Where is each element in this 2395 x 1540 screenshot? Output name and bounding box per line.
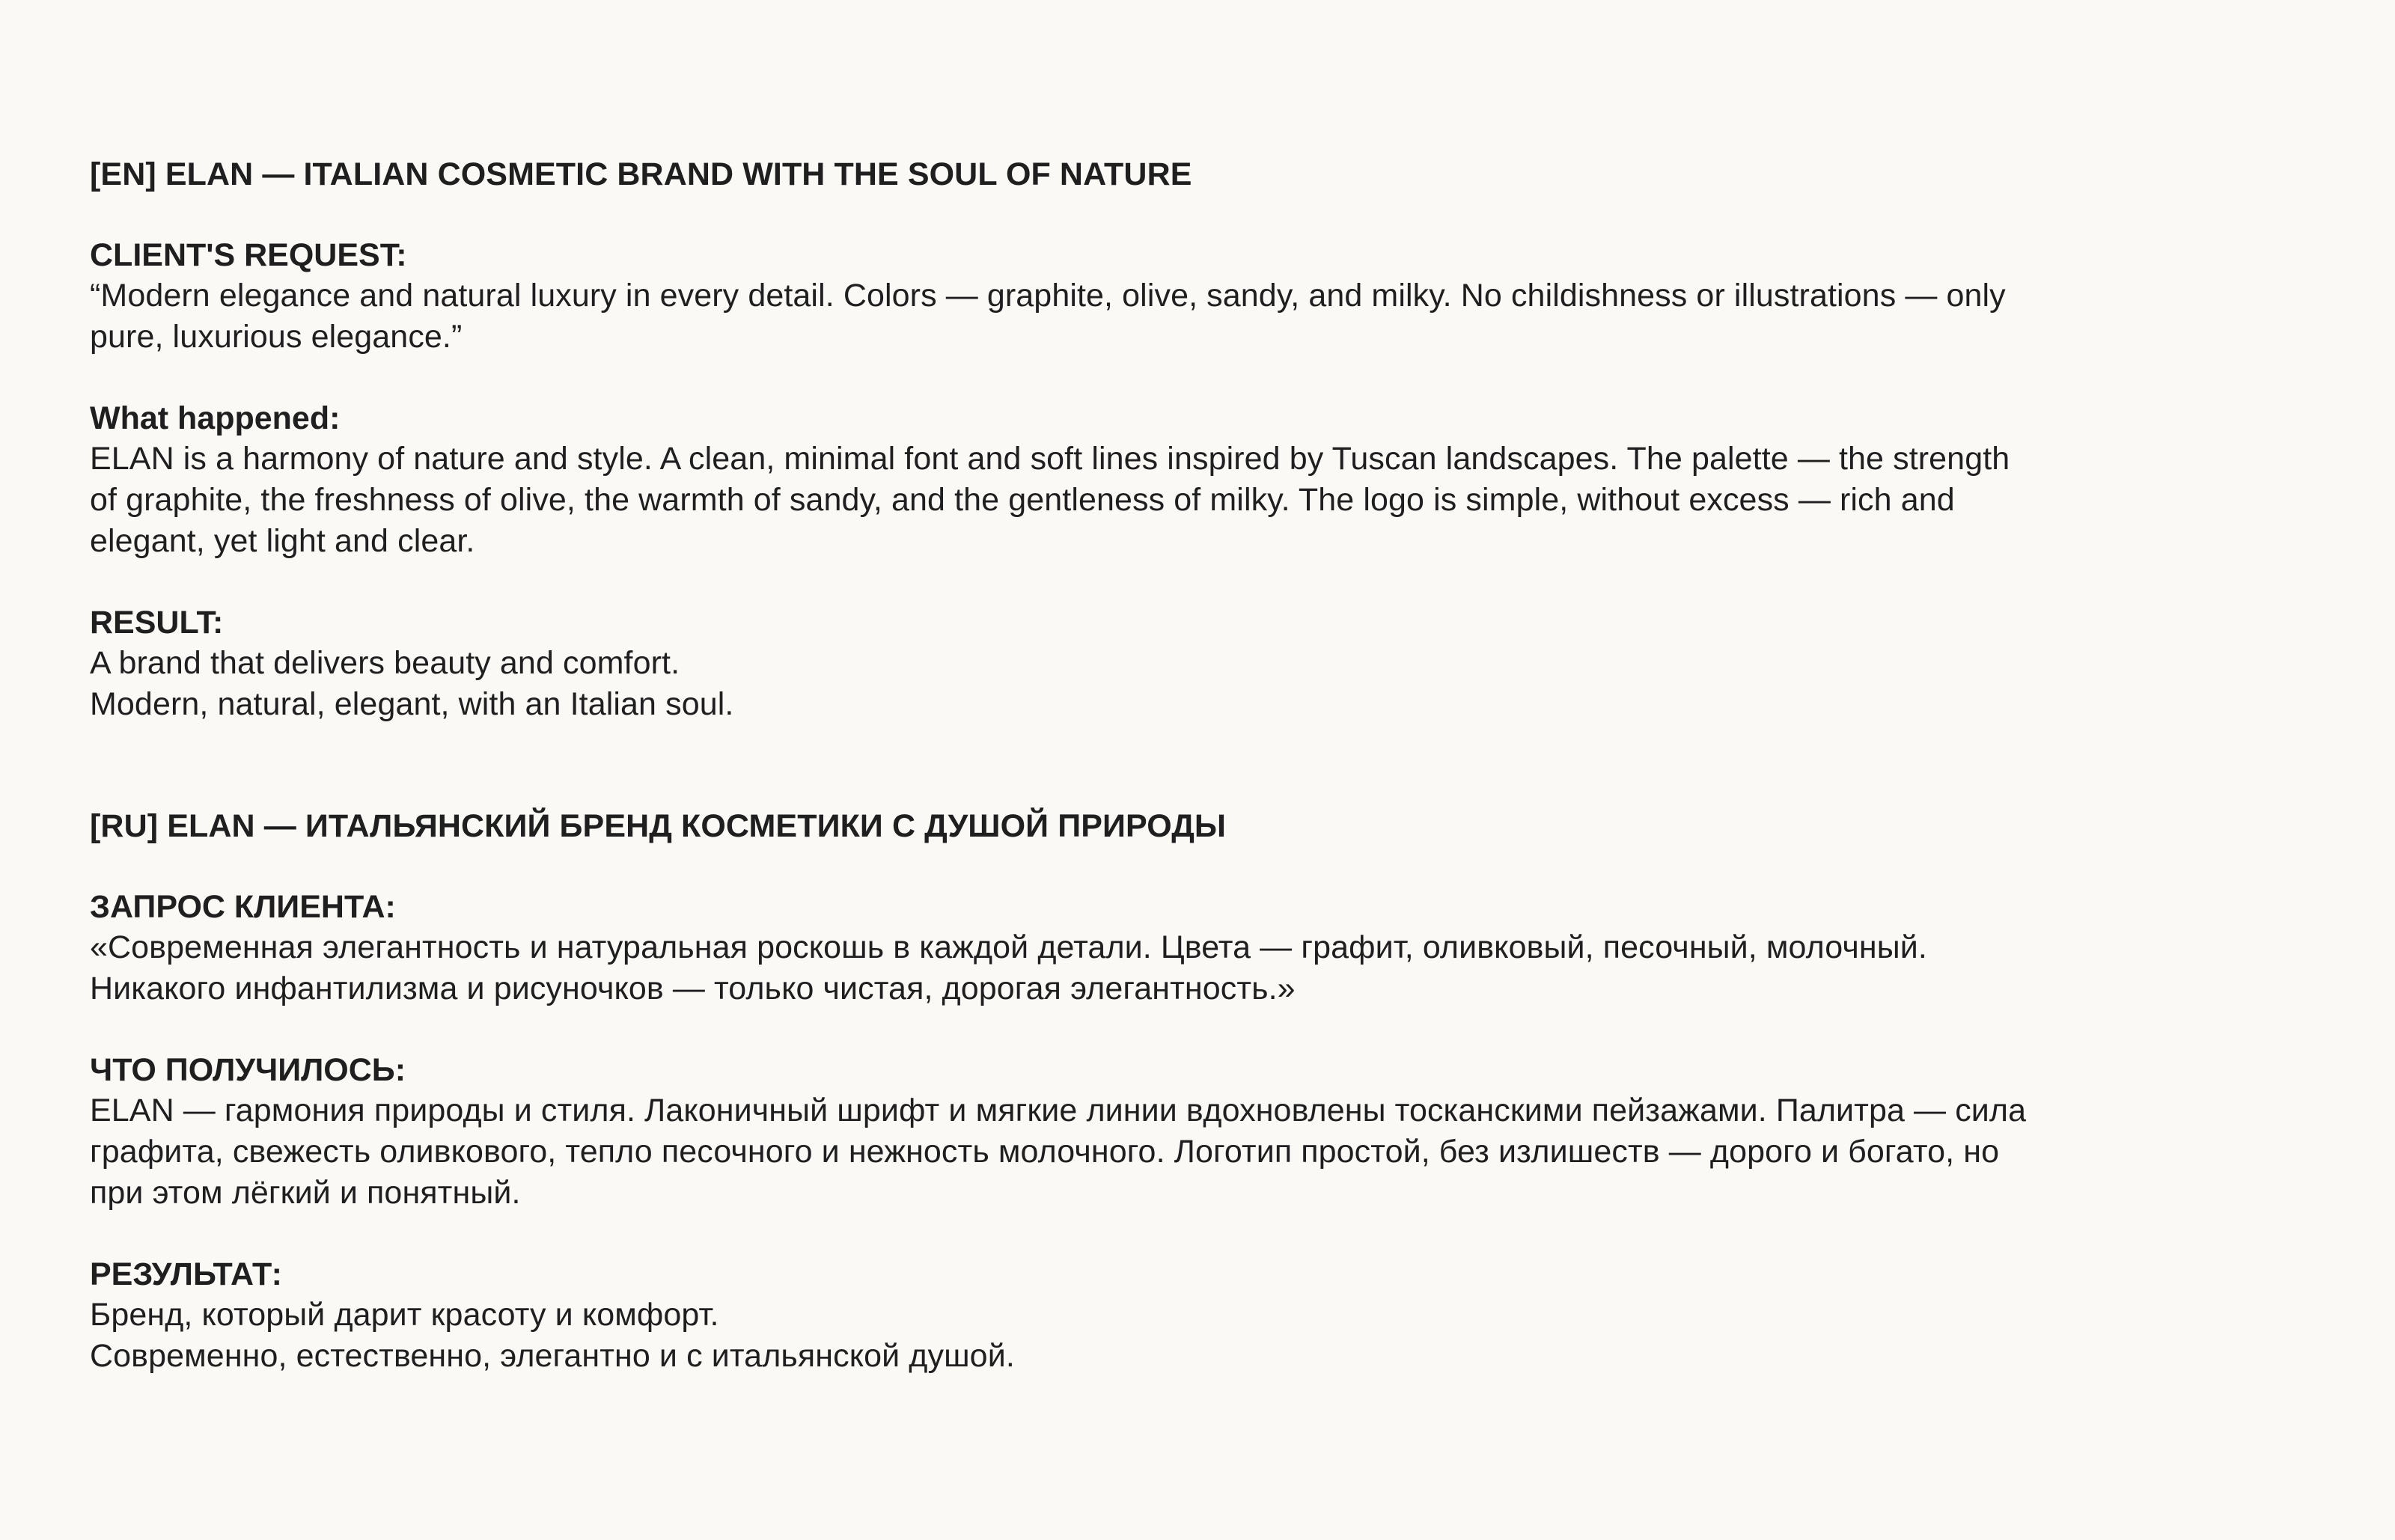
english-client-request-line: “Modern elegance and natural luxury in every detail. Colors — graphite, olive, sandy, and milky. No childishness or illustrations — only <box>90 278 2006 314</box>
russian-client-request-line: «Современная элегантность и натуральная роскошь в каждой детали. Цвета — графит, оливковый, песочный, молочный. <box>90 929 1927 965</box>
russian-client-request-heading: ЗАПРОС КЛИЕНТА: <box>90 889 396 925</box>
russian-what-happened-line: ELAN — гармония природы и стиля. Лаконичный шрифт и мягкие линии вдохновлены тосканскими пейзажами. Палитра — сила <box>90 1093 2027 1128</box>
russian-client-request-section <box>90 887 2305 1009</box>
russian-what-happened-line: графита, свежесть оливкового, тепло песочного и нежность молочного. Логотип простой, без излишеств — дорого и богато, но <box>90 1134 2000 1170</box>
russian-title: [RU] ELAN — ИТАЛЬЯНСКИЙ БРЕНД КОСМЕТИКИ С ДУШОЙ ПРИРОДЫ <box>90 808 1227 844</box>
russian-result-line: Современно, естественно, элегантно и с итальянской душой. <box>90 1338 1015 1374</box>
russian-result-section <box>90 1254 2305 1377</box>
english-client-request-section <box>90 235 2305 358</box>
english-what-happened-heading: What happened: <box>90 400 341 436</box>
russian-result-heading: РЕЗУЛЬТАТ: <box>90 1256 282 1292</box>
english-result-line: Modern, natural, elegant, with an Italian soul. <box>90 686 734 722</box>
russian-client-request-line: Никакого инфантилизма и рисуночков — только чистая, дорогая элегантность.» <box>90 971 1296 1006</box>
english-what-happened-line: elegant, yet light and clear. <box>90 523 475 559</box>
english-result-section <box>90 602 2305 725</box>
english-what-happened-section <box>90 398 2305 562</box>
russian-result-line: Бренд, который дарит красоту и комфорт. <box>90 1297 719 1333</box>
english-result-heading: RESULT: <box>90 605 224 641</box>
english-section <box>90 154 2305 725</box>
russian-what-happened-line: при этом лёгкий и понятный. <box>90 1175 521 1211</box>
russian-what-happened-section <box>90 1050 2305 1214</box>
english-title: [EN] ELAN — ITALIAN COSMETIC BRAND WITH THE SOUL OF NATURE <box>90 156 1192 192</box>
english-result-line: A brand that delivers beauty and comfort. <box>90 645 680 681</box>
russian-section <box>90 806 2305 1377</box>
english-what-happened-line: of graphite, the freshness of olive, the warmth of sandy, and the gentleness of milky. The logo is simple, without excess — rich and <box>90 482 1955 518</box>
russian-what-happened-heading: ЧТО ПОЛУЧИЛОСЬ: <box>90 1052 406 1088</box>
english-what-happened-line: ELAN is a harmony of nature and style. A clean, minimal font and soft lines inspired by Tuscan landscapes. The palette — the strength <box>90 441 2010 477</box>
english-client-request-heading: CLIENT'S REQUEST: <box>90 237 407 273</box>
english-client-request-line: pure, luxurious elegance.” <box>90 319 463 355</box>
